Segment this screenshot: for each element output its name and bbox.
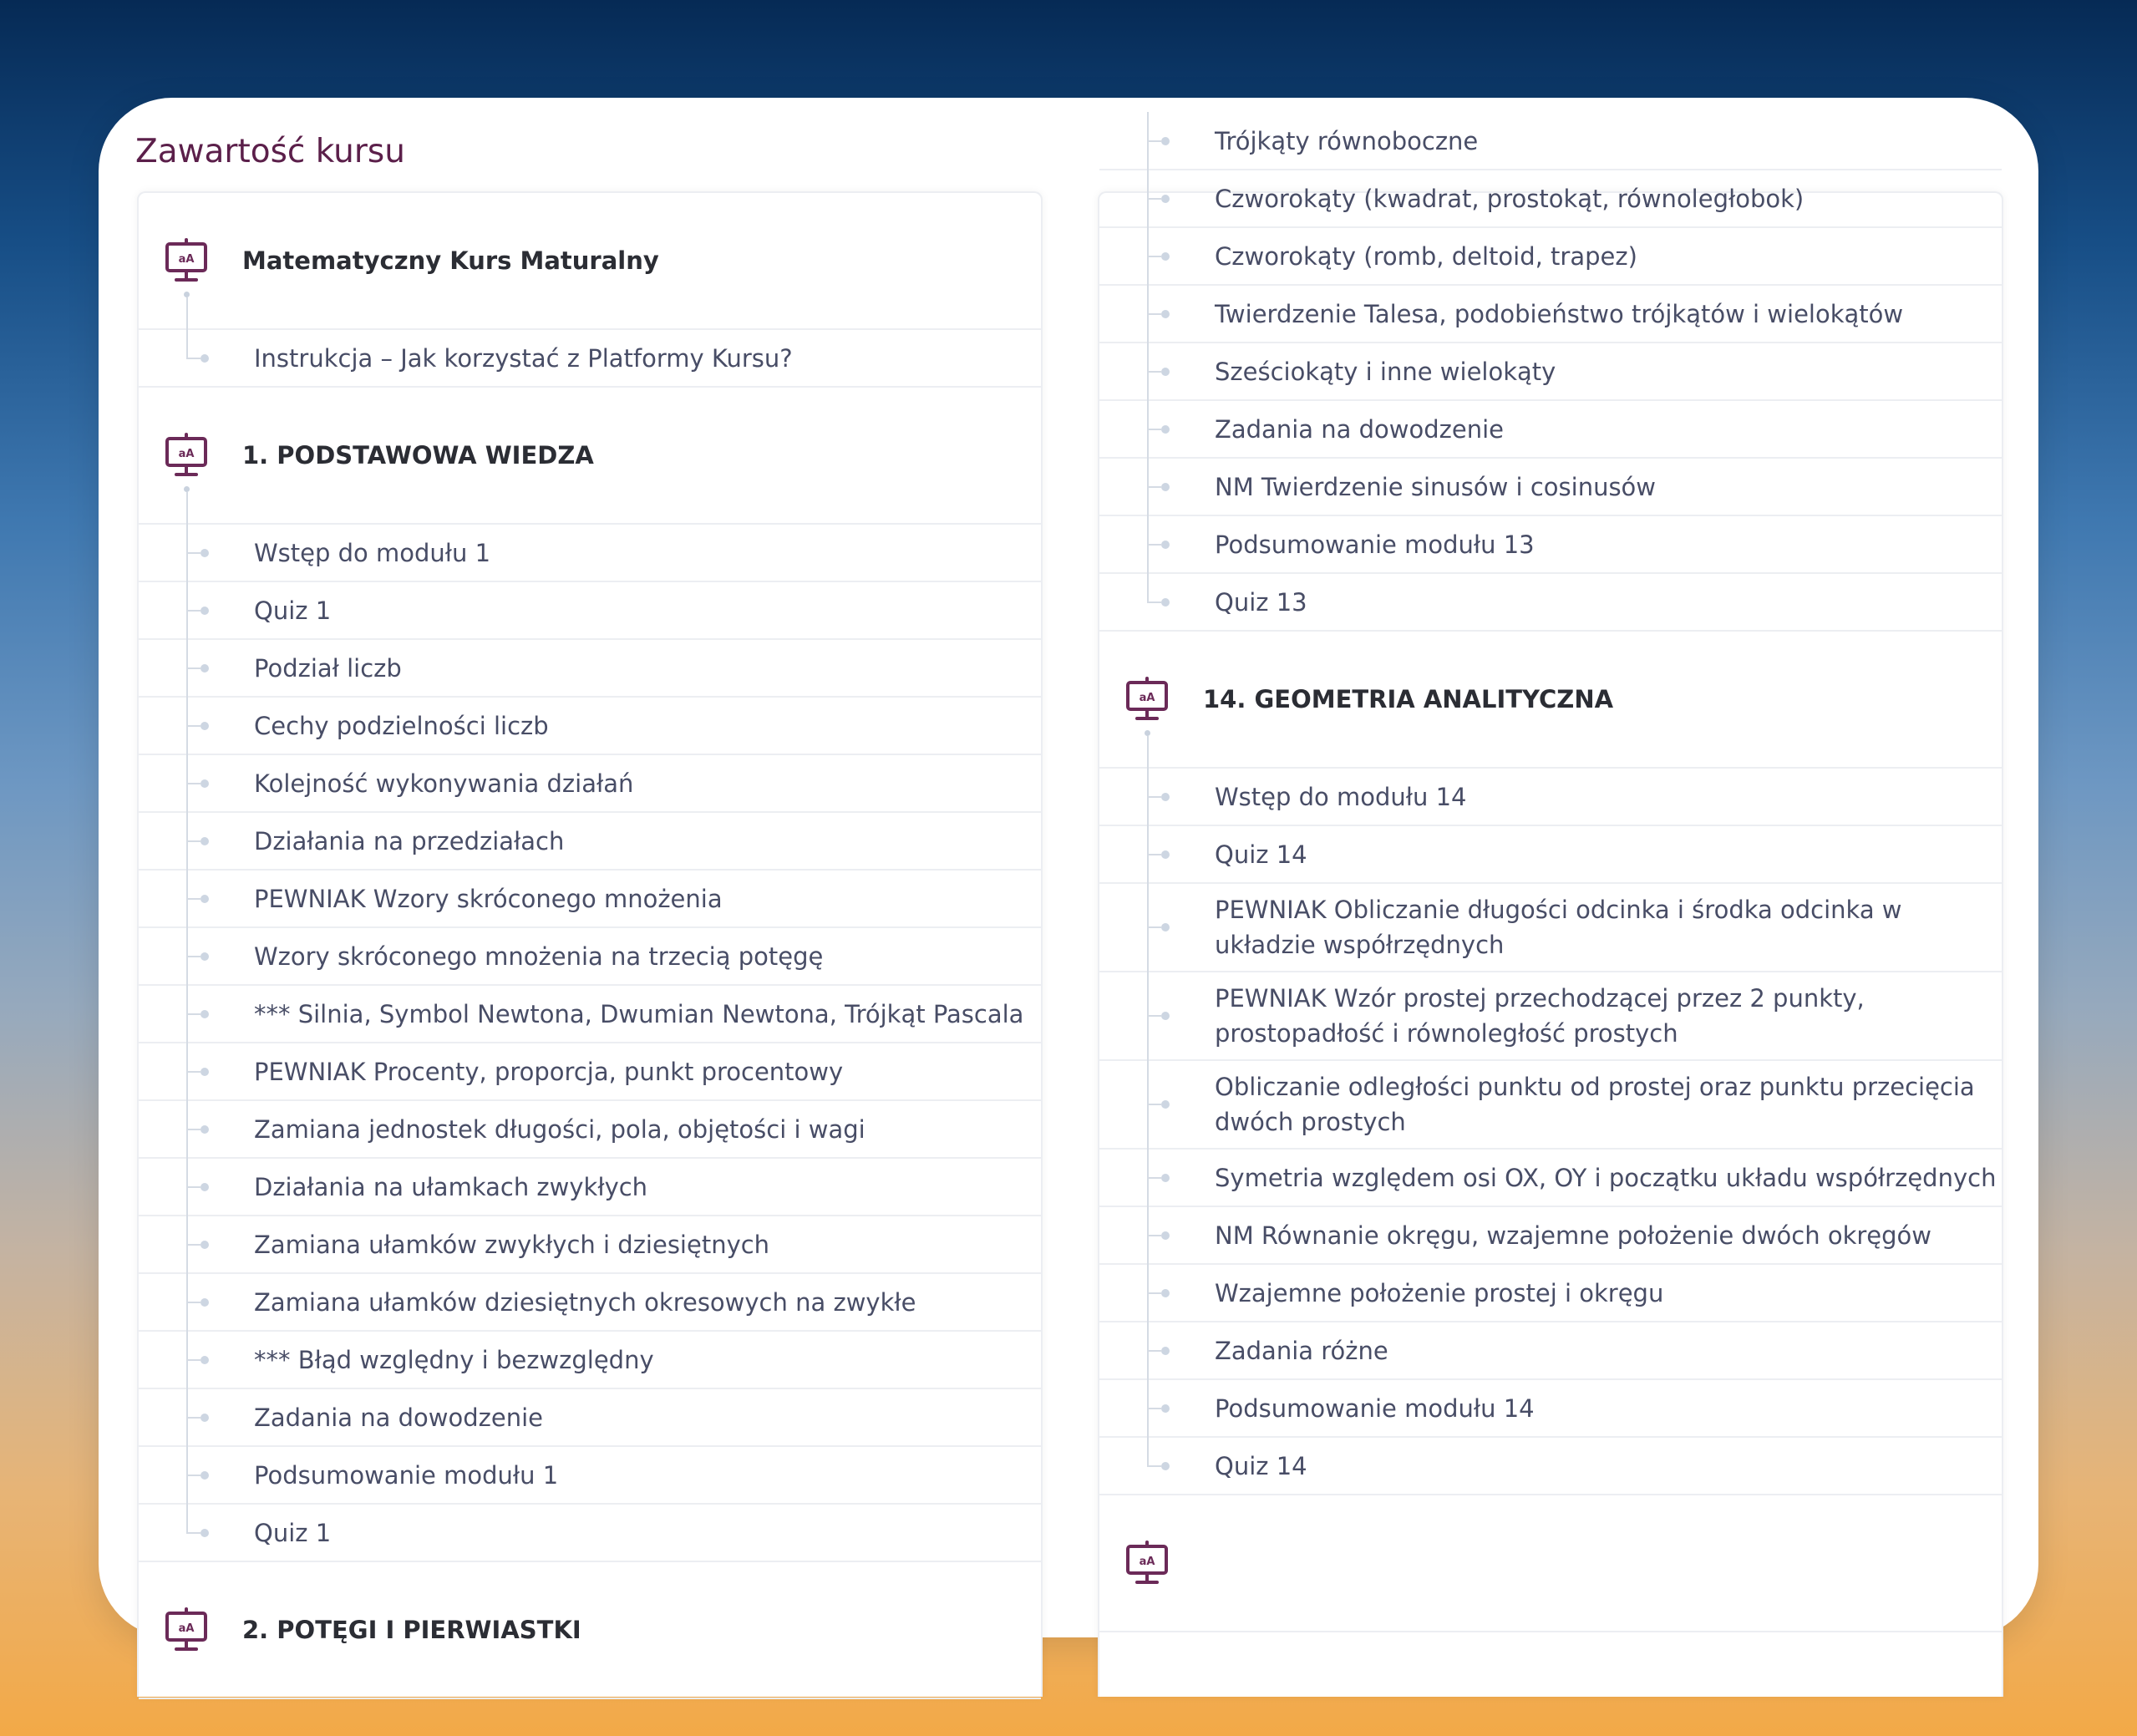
lesson-item[interactable] [1099, 1207, 2002, 1265]
lesson-item[interactable] [139, 640, 1041, 698]
lesson-item[interactable] [139, 1274, 1041, 1332]
tree-node-dot [201, 1298, 209, 1307]
tree-node-dot [1161, 1404, 1170, 1413]
lesson-label: Działania na ułamkach zwykłych [254, 1172, 648, 1201]
presentation-board-icon [164, 433, 209, 478]
lesson-label: *** Błąd względny i bezwzględny [254, 1345, 654, 1374]
page-title: Zawartość kursu [135, 133, 405, 170]
course-module-continued [1099, 113, 2002, 632]
right-column-list [1099, 113, 2002, 1632]
module-header[interactable] [139, 1562, 1041, 1699]
lesson-label: Twierdzenie Talesa, podobieństwo trójkątów i wielokątów [1215, 299, 1904, 328]
lesson-item[interactable] [139, 582, 1041, 640]
lesson-item[interactable] [1099, 286, 2002, 343]
right-course-column[interactable] [1098, 126, 2003, 1697]
lesson-label: Obliczanie odległości punktu od prostej oraz punktu przecięcia dwóch prostych [1215, 1073, 1975, 1136]
course-content-card [99, 98, 2038, 1644]
course-module [139, 388, 1041, 1562]
module-header[interactable] [1099, 632, 2002, 769]
lesson-label: Zadania różne [1215, 1336, 1388, 1365]
lesson-label: Działania na przedziałach [254, 826, 565, 855]
lesson-item[interactable] [1099, 1150, 2002, 1207]
tree-node-dot [1161, 1174, 1170, 1182]
lesson-label: Czworokąty (romb, deltoid, trapez) [1215, 241, 1637, 271]
svg-text:aA: aA [1139, 1556, 1155, 1568]
tree-node-dot [201, 1471, 209, 1480]
module-title: 1. PODSTAWOWA WIEDZA [242, 441, 594, 470]
tree-node-dot [1161, 1347, 1170, 1355]
lesson-label: Trójkąty równoboczne [1215, 126, 1479, 155]
lesson-item[interactable] [139, 813, 1041, 871]
presentation-board-icon [1124, 1541, 1170, 1586]
tree-node-dot [201, 354, 209, 363]
lesson-item[interactable] [1099, 1061, 2002, 1150]
left-course-column[interactable] [137, 191, 1043, 1697]
lesson-item[interactable] [139, 928, 1041, 986]
lesson-label: Symetria względem osi OX, OY i początku układu współrzędnych [1215, 1163, 1997, 1192]
presentation-board-icon [1124, 677, 1170, 722]
tree-node-dot [1161, 310, 1170, 318]
tree-node-dot [1161, 1231, 1170, 1240]
lesson-item[interactable] [139, 1389, 1041, 1447]
lesson-item[interactable] [1099, 1322, 2002, 1380]
lesson-label: Wstęp do modułu 1 [254, 538, 491, 567]
module-title: 14. GEOMETRIA ANALITYCZNA [1203, 685, 1614, 713]
lesson-label: NM Równanie okręgu, wzajemne położenie dwóch okręgów [1215, 1221, 1931, 1250]
tree-node-dot [1161, 793, 1170, 801]
lesson-label: Czworokąty (kwadrat, prostokąt, równoległobok) [1215, 184, 1805, 213]
lesson-label: Quiz 1 [254, 596, 332, 625]
presentation-board-icon [164, 238, 209, 283]
tree-node-dot [201, 1529, 209, 1537]
lesson-item[interactable] [1099, 884, 2002, 972]
lesson-item[interactable] [139, 986, 1041, 1043]
tree-node-dot [201, 664, 209, 673]
lesson-item[interactable] [1099, 972, 2002, 1061]
lesson-item[interactable] [1099, 343, 2002, 401]
lesson-label: *** Silnia, Symbol Newtona, Dwumian Newtona, Trójkąt Pascala [254, 999, 1024, 1028]
tree-node-dot [201, 1125, 209, 1134]
tree-node-dot [201, 1183, 209, 1191]
tree-node-dot [1161, 1012, 1170, 1020]
tree-node-dot [201, 1241, 209, 1249]
lesson-item[interactable] [1099, 574, 2002, 632]
tree-node-dot [1161, 541, 1170, 549]
lesson-label: Podział liczb [254, 653, 402, 683]
tree-node-dot [1161, 252, 1170, 261]
tree-stem [1145, 730, 1150, 736]
tree-node-dot [201, 549, 209, 557]
lesson-label: Wzajemne położenie prostej i okręgu [1215, 1278, 1664, 1307]
tree-node-dot [1161, 1100, 1170, 1109]
lesson-label: Podsumowanie modułu 13 [1215, 530, 1535, 559]
lesson-label: Quiz 14 [1215, 840, 1307, 869]
svg-text:aA: aA [178, 448, 195, 460]
tree-node-dot [1161, 425, 1170, 434]
lesson-item[interactable] [1099, 170, 2002, 228]
course-module [139, 1562, 1041, 1699]
lesson-label: Wstęp do modułu 14 [1215, 782, 1467, 811]
lesson-item[interactable] [139, 1216, 1041, 1274]
lesson-label: Kolejność wykonywania działań [254, 769, 634, 798]
module-title: 2. POTĘGI I PIERWIASTKI [242, 1616, 581, 1644]
lesson-label: Podsumowanie modułu 1 [254, 1460, 559, 1490]
tree-node-dot [201, 837, 209, 845]
lesson-label: Instrukcja – Jak korzystać z Platformy Kursu? [254, 343, 793, 373]
tree-node-dot [201, 779, 209, 788]
lesson-label: PEWNIAK Wzór prostej przechodzącej przez 2 punkty, prostopadłość i równoległość prostych [1215, 984, 1865, 1048]
lesson-label: Podsumowanie modułu 14 [1215, 1393, 1535, 1423]
lesson-item[interactable] [1099, 826, 2002, 884]
lesson-label: Wzory skróconego mnożenia na trzecią potęgę [254, 942, 824, 971]
lesson-item[interactable] [139, 525, 1041, 582]
lesson-label: Zamiana jednostek długości, pola, objętości i wagi [254, 1114, 865, 1144]
lesson-item[interactable] [139, 1043, 1041, 1101]
lesson-label: PEWNIAK Procenty, proporcja, punkt procentowy [254, 1057, 844, 1086]
tree-stem [184, 486, 190, 492]
svg-text:aA: aA [178, 1622, 195, 1635]
lesson-label: Quiz 13 [1215, 587, 1307, 617]
left-column-list [139, 193, 1041, 1699]
tree-node-dot [1161, 598, 1170, 607]
lesson-item[interactable] [139, 871, 1041, 928]
module-header[interactable] [139, 193, 1041, 330]
tree-node-dot [201, 1010, 209, 1018]
tree-node-dot [1161, 1462, 1170, 1470]
tree-node-dot [201, 895, 209, 903]
lesson-label: Zadania na dowodzenie [1215, 414, 1504, 444]
tree-node-dot [1161, 1289, 1170, 1297]
lesson-item[interactable] [139, 1159, 1041, 1216]
lesson-item[interactable] [1099, 1438, 2002, 1495]
lesson-item[interactable] [139, 1101, 1041, 1159]
lesson-item[interactable] [1099, 1265, 2002, 1322]
tree-node-dot [1161, 368, 1170, 376]
module-header[interactable] [139, 388, 1041, 525]
lesson-item[interactable] [139, 330, 1041, 388]
course-module [139, 193, 1041, 388]
lesson-item[interactable] [139, 755, 1041, 813]
lesson-item[interactable] [139, 1332, 1041, 1389]
course-module [1099, 632, 2002, 1495]
lesson-label: PEWNIAK Wzory skróconego mnożenia [254, 884, 723, 913]
lesson-label: NM Twierdzenie sinusów i cosinusów [1215, 472, 1657, 501]
lesson-item[interactable] [1099, 1380, 2002, 1438]
tree-node-dot [201, 1356, 209, 1364]
lesson-item[interactable] [1099, 401, 2002, 459]
lesson-item[interactable] [1099, 113, 2002, 170]
tree-node-dot [201, 952, 209, 961]
lesson-label: Zamiana ułamków zwykłych i dziesiętnych [254, 1230, 770, 1259]
lesson-label: Cechy podzielności liczb [254, 711, 549, 740]
module-title: Matematyczny Kurs Maturalny [242, 246, 659, 275]
lesson-item[interactable] [1099, 228, 2002, 286]
lesson-item[interactable] [139, 698, 1041, 755]
tree-node-dot [1161, 195, 1170, 203]
lesson-item[interactable] [1099, 769, 2002, 826]
tree-node-dot [201, 1414, 209, 1422]
tree-stem [184, 292, 190, 297]
presentation-board-icon [164, 1607, 209, 1652]
lesson-item[interactable] [139, 1505, 1041, 1562]
lesson-label: Sześciokąty i inne wielokąty [1215, 357, 1556, 386]
lesson-label: PEWNIAK Obliczanie długości odcinka i środka odcinka w układzie współrzędnych [1215, 896, 1902, 959]
tree-node-dot [1161, 923, 1170, 931]
module-header-next[interactable] [1099, 1495, 2002, 1632]
lesson-label: Zadania na dowodzenie [254, 1403, 543, 1432]
svg-text:aA: aA [1139, 692, 1155, 704]
tree-node-dot [1161, 483, 1170, 491]
lesson-label: Quiz 14 [1215, 1451, 1307, 1480]
lesson-label: Quiz 1 [254, 1518, 332, 1547]
tree-node-dot [201, 722, 209, 730]
tree-node-dot [1161, 137, 1170, 145]
svg-text:aA: aA [178, 253, 195, 266]
tree-node-dot [1161, 850, 1170, 859]
lesson-label: Zamiana ułamków dziesiętnych okresowych na zwykłe [254, 1287, 916, 1317]
lesson-item[interactable] [139, 1447, 1041, 1505]
lesson-item[interactable] [1099, 459, 2002, 516]
lesson-item[interactable] [1099, 516, 2002, 574]
tree-node-dot [201, 1068, 209, 1076]
tree-node-dot [201, 607, 209, 615]
